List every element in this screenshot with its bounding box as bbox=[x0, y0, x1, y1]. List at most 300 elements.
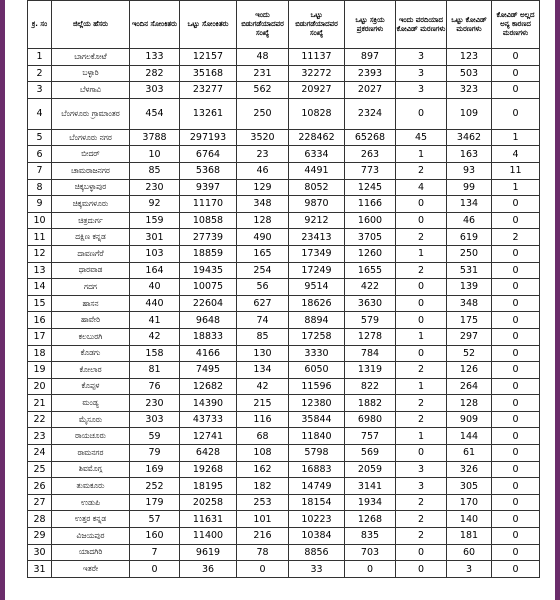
cell-serial: 22 bbox=[28, 411, 52, 428]
cell-non-covid-deaths: 1 bbox=[492, 179, 540, 196]
cell-total-cases: 18833 bbox=[180, 328, 237, 345]
cell-total-deaths: 175 bbox=[447, 312, 492, 329]
cell-non-covid-deaths: 0 bbox=[492, 445, 540, 462]
cell-serial: 21 bbox=[28, 395, 52, 412]
cell-total-deaths: 503 bbox=[447, 65, 492, 82]
cell-total-discharged: 12380 bbox=[289, 395, 345, 412]
cell-active-cases: 1319 bbox=[345, 362, 396, 379]
cell-district: ಶಿವಮೊಗ್ಗ bbox=[52, 461, 130, 478]
cell-total-cases: 5368 bbox=[180, 162, 237, 179]
table-row bbox=[28, 129, 540, 146]
cell-total-discharged: 11596 bbox=[289, 378, 345, 395]
cell-today-deaths: 2 bbox=[396, 528, 447, 545]
table-row bbox=[28, 378, 540, 395]
table-row bbox=[28, 328, 540, 345]
cell-total-cases: 12741 bbox=[180, 428, 237, 445]
cell-today-cases: 282 bbox=[130, 65, 180, 82]
cell-district: ರಾಮನಗರ bbox=[52, 445, 130, 462]
cell-total-discharged: 20927 bbox=[289, 82, 345, 99]
district-covid-table bbox=[27, 0, 540, 578]
table-row bbox=[28, 212, 540, 229]
cell-district: ಚಿತ್ರದುರ್ಗ bbox=[52, 212, 130, 229]
cell-district: ಬಳ್ಳಾರಿ bbox=[52, 65, 130, 82]
cell-today-deaths: 3 bbox=[396, 65, 447, 82]
cell-today-discharged: 129 bbox=[237, 179, 289, 196]
cell-non-covid-deaths: 0 bbox=[492, 328, 540, 345]
cell-today-cases: 159 bbox=[130, 212, 180, 229]
cell-today-cases: 160 bbox=[130, 528, 180, 545]
cell-active-cases: 1245 bbox=[345, 179, 396, 196]
header-district: ಜಿಲ್ಲೆಯ ಹೆಸರು bbox=[52, 1, 130, 49]
table-row bbox=[28, 511, 540, 528]
cell-total-cases: 23277 bbox=[180, 82, 237, 99]
cell-active-cases: 1260 bbox=[345, 245, 396, 262]
cell-total-deaths: 3462 bbox=[447, 129, 492, 146]
table-row bbox=[28, 461, 540, 478]
cell-today-cases: 440 bbox=[130, 295, 180, 312]
cell-today-cases: 230 bbox=[130, 395, 180, 412]
cell-today-cases: 7 bbox=[130, 544, 180, 561]
table-row bbox=[28, 295, 540, 312]
cell-today-discharged: 627 bbox=[237, 295, 289, 312]
cell-district: ಬೆಳಗಾವಿ bbox=[52, 82, 130, 99]
cell-total-cases: 18859 bbox=[180, 245, 237, 262]
cell-non-covid-deaths: 0 bbox=[492, 212, 540, 229]
cell-today-cases: 85 bbox=[130, 162, 180, 179]
cell-total-discharged: 8856 bbox=[289, 544, 345, 561]
table-row bbox=[28, 362, 540, 379]
cell-today-discharged: 101 bbox=[237, 511, 289, 528]
cell-serial: 12 bbox=[28, 245, 52, 262]
cell-serial: 11 bbox=[28, 229, 52, 246]
cell-today-discharged: 216 bbox=[237, 528, 289, 545]
cell-today-discharged: 0 bbox=[237, 561, 289, 578]
cell-today-cases: 179 bbox=[130, 494, 180, 511]
cell-serial: 20 bbox=[28, 378, 52, 395]
cell-total-discharged: 17249 bbox=[289, 262, 345, 279]
cell-total-cases: 12157 bbox=[180, 49, 237, 66]
cell-serial: 1 bbox=[28, 49, 52, 66]
cell-total-deaths: 46 bbox=[447, 212, 492, 229]
cell-total-cases: 6428 bbox=[180, 445, 237, 462]
cell-district: ಧಾರವಾಡ bbox=[52, 262, 130, 279]
table-row bbox=[28, 245, 540, 262]
cell-today-deaths: 1 bbox=[396, 328, 447, 345]
cell-district: ಇತರೇ bbox=[52, 561, 130, 578]
cell-non-covid-deaths: 0 bbox=[492, 345, 540, 362]
cell-district: ಯಾದಗಿರಿ bbox=[52, 544, 130, 561]
cell-active-cases: 1166 bbox=[345, 196, 396, 213]
cell-district: ಬೀದರ್ bbox=[52, 146, 130, 163]
cell-active-cases: 2324 bbox=[345, 98, 396, 129]
table-row bbox=[28, 49, 540, 66]
cell-active-cases: 3705 bbox=[345, 229, 396, 246]
cell-total-cases: 36 bbox=[180, 561, 237, 578]
cell-today-cases: 230 bbox=[130, 179, 180, 196]
cell-today-discharged: 182 bbox=[237, 478, 289, 495]
cell-non-covid-deaths: 0 bbox=[492, 378, 540, 395]
cell-total-discharged: 17258 bbox=[289, 328, 345, 345]
table-row bbox=[28, 428, 540, 445]
cell-serial: 18 bbox=[28, 345, 52, 362]
cell-today-discharged: 250 bbox=[237, 98, 289, 129]
cell-today-deaths: 0 bbox=[396, 312, 447, 329]
cell-serial: 15 bbox=[28, 295, 52, 312]
cell-total-cases: 11170 bbox=[180, 196, 237, 213]
cell-serial: 25 bbox=[28, 461, 52, 478]
table-row bbox=[28, 179, 540, 196]
cell-serial: 23 bbox=[28, 428, 52, 445]
cell-district: ಮಂಡ್ಯ bbox=[52, 395, 130, 412]
header-total-deaths: ಒಟ್ಟು ಕೋವಿಡ್ ಮರಣಗಳು bbox=[447, 1, 492, 49]
cell-active-cases: 2027 bbox=[345, 82, 396, 99]
cell-non-covid-deaths: 0 bbox=[492, 196, 540, 213]
cell-total-discharged: 16883 bbox=[289, 461, 345, 478]
cell-today-deaths: 0 bbox=[396, 445, 447, 462]
cell-district: ಗದಗ bbox=[52, 279, 130, 296]
cell-today-deaths: 0 bbox=[396, 279, 447, 296]
cell-today-deaths: 3 bbox=[396, 82, 447, 99]
cell-total-deaths: 123 bbox=[447, 49, 492, 66]
cell-serial: 9 bbox=[28, 196, 52, 213]
cell-active-cases: 263 bbox=[345, 146, 396, 163]
cell-today-discharged: 46 bbox=[237, 162, 289, 179]
cell-today-discharged: 231 bbox=[237, 65, 289, 82]
cell-today-cases: 79 bbox=[130, 445, 180, 462]
cell-today-discharged: 56 bbox=[237, 279, 289, 296]
cell-total-cases: 6764 bbox=[180, 146, 237, 163]
cell-active-cases: 703 bbox=[345, 544, 396, 561]
cell-today-deaths: 2 bbox=[396, 511, 447, 528]
cell-total-discharged: 18626 bbox=[289, 295, 345, 312]
cell-total-deaths: 326 bbox=[447, 461, 492, 478]
cell-today-discharged: 253 bbox=[237, 494, 289, 511]
cell-district: ಚಿಕ್ಕಮಗಳೂರು bbox=[52, 196, 130, 213]
cell-total-discharged: 14749 bbox=[289, 478, 345, 495]
cell-total-deaths: 93 bbox=[447, 162, 492, 179]
header-total-discharged: ಒಟ್ಟು ಬಿಡುಗಡೆಯಾದವರ ಸಂಖ್ಯೆ bbox=[289, 1, 345, 49]
cell-non-covid-deaths: 0 bbox=[492, 262, 540, 279]
table-row bbox=[28, 162, 540, 179]
cell-total-deaths: 52 bbox=[447, 345, 492, 362]
table-row bbox=[28, 196, 540, 213]
cell-today-deaths: 0 bbox=[396, 212, 447, 229]
cell-today-discharged: 254 bbox=[237, 262, 289, 279]
cell-today-deaths: 2 bbox=[396, 494, 447, 511]
cell-total-deaths: 909 bbox=[447, 411, 492, 428]
cell-today-discharged: 116 bbox=[237, 411, 289, 428]
cell-total-discharged: 23413 bbox=[289, 229, 345, 246]
cell-today-discharged: 3520 bbox=[237, 129, 289, 146]
cell-total-discharged: 32272 bbox=[289, 65, 345, 82]
cell-serial: 3 bbox=[28, 82, 52, 99]
cell-serial: 14 bbox=[28, 279, 52, 296]
cell-non-covid-deaths: 0 bbox=[492, 245, 540, 262]
cell-active-cases: 1278 bbox=[345, 328, 396, 345]
cell-today-deaths: 3 bbox=[396, 49, 447, 66]
cell-non-covid-deaths: 0 bbox=[492, 544, 540, 561]
cell-total-deaths: 140 bbox=[447, 511, 492, 528]
cell-total-cases: 9619 bbox=[180, 544, 237, 561]
cell-today-cases: 303 bbox=[130, 411, 180, 428]
cell-district: ಬೆಂಗಳೂರು ಗ್ರಾಮಾಂತರ bbox=[52, 98, 130, 129]
cell-today-deaths: 0 bbox=[396, 345, 447, 362]
cell-today-cases: 57 bbox=[130, 511, 180, 528]
table-row bbox=[28, 146, 540, 163]
cell-total-deaths: 99 bbox=[447, 179, 492, 196]
cell-active-cases: 569 bbox=[345, 445, 396, 462]
table-row bbox=[28, 561, 540, 578]
cell-district: ಮೈಸೂರು bbox=[52, 411, 130, 428]
cell-active-cases: 2393 bbox=[345, 65, 396, 82]
cell-serial: 13 bbox=[28, 262, 52, 279]
cell-district: ಕೊಪ್ಪಳ bbox=[52, 378, 130, 395]
cell-active-cases: 65268 bbox=[345, 129, 396, 146]
cell-serial: 19 bbox=[28, 362, 52, 379]
table-row bbox=[28, 411, 540, 428]
cell-total-discharged: 228462 bbox=[289, 129, 345, 146]
cell-total-cases: 9648 bbox=[180, 312, 237, 329]
cell-non-covid-deaths: 0 bbox=[492, 279, 540, 296]
cell-total-deaths: 139 bbox=[447, 279, 492, 296]
table-row bbox=[28, 82, 540, 99]
cell-serial: 5 bbox=[28, 129, 52, 146]
cell-total-deaths: 134 bbox=[447, 196, 492, 213]
cell-total-discharged: 11137 bbox=[289, 49, 345, 66]
cell-non-covid-deaths: 0 bbox=[492, 362, 540, 379]
cell-today-cases: 59 bbox=[130, 428, 180, 445]
cell-district: ಉಡುಪಿ bbox=[52, 494, 130, 511]
cell-today-deaths: 2 bbox=[396, 362, 447, 379]
cell-today-deaths: 0 bbox=[396, 98, 447, 129]
cell-non-covid-deaths: 0 bbox=[492, 511, 540, 528]
cell-total-discharged: 11840 bbox=[289, 428, 345, 445]
cell-today-deaths: 4 bbox=[396, 179, 447, 196]
cell-total-discharged: 9870 bbox=[289, 196, 345, 213]
cell-non-covid-deaths: 0 bbox=[492, 494, 540, 511]
table-row bbox=[28, 65, 540, 82]
cell-total-discharged: 17349 bbox=[289, 245, 345, 262]
cell-active-cases: 2059 bbox=[345, 461, 396, 478]
cell-today-deaths: 2 bbox=[396, 411, 447, 428]
header-non-covid-deaths: ಕೋವಿಡ್ ಅಲ್ಲದ ಅನ್ಯ ಕಾರಣದ ಮರಣಗಳು bbox=[492, 1, 540, 49]
cell-district: ಚಿಕ್ಕಬಳ್ಳಾಪುರ bbox=[52, 179, 130, 196]
header-serial: ಕ್ರ. ಸಂ bbox=[28, 1, 52, 49]
cell-serial: 16 bbox=[28, 312, 52, 329]
cell-district: ಕಲಬುರಗಿ bbox=[52, 328, 130, 345]
cell-active-cases: 1934 bbox=[345, 494, 396, 511]
cell-active-cases: 422 bbox=[345, 279, 396, 296]
cell-non-covid-deaths: 0 bbox=[492, 561, 540, 578]
cell-today-deaths: 0 bbox=[396, 295, 447, 312]
cell-district: ಕೋಲಾರ bbox=[52, 362, 130, 379]
cell-non-covid-deaths: 1 bbox=[492, 129, 540, 146]
cell-today-discharged: 78 bbox=[237, 544, 289, 561]
cell-serial: 31 bbox=[28, 561, 52, 578]
header-total-cases: ಒಟ್ಟು ಸೋಂಕಿತರು bbox=[180, 1, 237, 49]
cell-today-cases: 42 bbox=[130, 328, 180, 345]
cell-today-cases: 3788 bbox=[130, 129, 180, 146]
table-row bbox=[28, 229, 540, 246]
cell-non-covid-deaths: 2 bbox=[492, 229, 540, 246]
cell-today-cases: 301 bbox=[130, 229, 180, 246]
cell-today-cases: 169 bbox=[130, 461, 180, 478]
cell-serial: 24 bbox=[28, 445, 52, 462]
cell-today-cases: 92 bbox=[130, 196, 180, 213]
cell-total-cases: 14390 bbox=[180, 395, 237, 412]
cell-active-cases: 6980 bbox=[345, 411, 396, 428]
cell-today-deaths: 3 bbox=[396, 461, 447, 478]
cell-today-discharged: 490 bbox=[237, 229, 289, 246]
cell-active-cases: 1600 bbox=[345, 212, 396, 229]
cell-total-cases: 18195 bbox=[180, 478, 237, 495]
cell-non-covid-deaths: 0 bbox=[492, 312, 540, 329]
cell-non-covid-deaths: 0 bbox=[492, 478, 540, 495]
cell-today-discharged: 23 bbox=[237, 146, 289, 163]
cell-active-cases: 784 bbox=[345, 345, 396, 362]
cell-total-discharged: 18154 bbox=[289, 494, 345, 511]
header-row bbox=[28, 1, 540, 49]
cell-total-cases: 22604 bbox=[180, 295, 237, 312]
cell-total-discharged: 4491 bbox=[289, 162, 345, 179]
cell-total-deaths: 109 bbox=[447, 98, 492, 129]
cell-today-deaths: 45 bbox=[396, 129, 447, 146]
table-row bbox=[28, 98, 540, 129]
cell-serial: 10 bbox=[28, 212, 52, 229]
cell-today-cases: 133 bbox=[130, 49, 180, 66]
table-row bbox=[28, 279, 540, 296]
cell-serial: 6 bbox=[28, 146, 52, 163]
table-row bbox=[28, 395, 540, 412]
table-row bbox=[28, 345, 540, 362]
cell-district: ಚಾಮರಾಜನಗರ bbox=[52, 162, 130, 179]
cell-total-cases: 11631 bbox=[180, 511, 237, 528]
cell-total-deaths: 348 bbox=[447, 295, 492, 312]
cell-total-cases: 11400 bbox=[180, 528, 237, 545]
cell-today-discharged: 85 bbox=[237, 328, 289, 345]
cell-non-covid-deaths: 4 bbox=[492, 146, 540, 163]
cell-serial: 26 bbox=[28, 478, 52, 495]
cell-total-discharged: 9514 bbox=[289, 279, 345, 296]
cell-district: ಬೆಂಗಳೂರು ನಗರ bbox=[52, 129, 130, 146]
header-active-cases: ಒಟ್ಟು ಸಕ್ರಿಯ ಪ್ರಕರಣಗಳು bbox=[345, 1, 396, 49]
cell-district: ದಾವಣಗೆರೆ bbox=[52, 245, 130, 262]
cell-total-discharged: 35844 bbox=[289, 411, 345, 428]
cell-serial: 30 bbox=[28, 544, 52, 561]
cell-total-deaths: 170 bbox=[447, 494, 492, 511]
cell-today-deaths: 0 bbox=[396, 196, 447, 213]
cell-total-deaths: 163 bbox=[447, 146, 492, 163]
table-row bbox=[28, 445, 540, 462]
cell-today-discharged: 74 bbox=[237, 312, 289, 329]
cell-today-deaths: 2 bbox=[396, 162, 447, 179]
table-row bbox=[28, 262, 540, 279]
cell-non-covid-deaths: 0 bbox=[492, 82, 540, 99]
cell-total-cases: 7495 bbox=[180, 362, 237, 379]
cell-today-discharged: 128 bbox=[237, 212, 289, 229]
cell-total-deaths: 323 bbox=[447, 82, 492, 99]
cell-active-cases: 1882 bbox=[345, 395, 396, 412]
cell-active-cases: 3630 bbox=[345, 295, 396, 312]
cell-active-cases: 579 bbox=[345, 312, 396, 329]
cell-non-covid-deaths: 0 bbox=[492, 411, 540, 428]
cell-non-covid-deaths: 0 bbox=[492, 428, 540, 445]
cell-today-discharged: 162 bbox=[237, 461, 289, 478]
cell-non-covid-deaths: 0 bbox=[492, 461, 540, 478]
cell-district: ಉತ್ತರ ಕನ್ನಡ bbox=[52, 511, 130, 528]
cell-total-deaths: 3 bbox=[447, 561, 492, 578]
cell-today-cases: 252 bbox=[130, 478, 180, 495]
cell-total-deaths: 297 bbox=[447, 328, 492, 345]
cell-active-cases: 3141 bbox=[345, 478, 396, 495]
header-today-discharged: ಇಂದು ಬಿಡುಗಡೆಯಾದವರ ಸಂಖ್ಯೆ bbox=[237, 1, 289, 49]
cell-active-cases: 0 bbox=[345, 561, 396, 578]
cell-today-discharged: 42 bbox=[237, 378, 289, 395]
cell-today-deaths: 3 bbox=[396, 478, 447, 495]
cell-total-deaths: 128 bbox=[447, 395, 492, 412]
cell-serial: 28 bbox=[28, 511, 52, 528]
cell-district: ದಕ್ಷಿಣ ಕನ್ನಡ bbox=[52, 229, 130, 246]
cell-today-cases: 103 bbox=[130, 245, 180, 262]
cell-district: ಕೊಡಗು bbox=[52, 345, 130, 362]
cell-non-covid-deaths: 0 bbox=[492, 49, 540, 66]
cell-today-discharged: 215 bbox=[237, 395, 289, 412]
cell-today-deaths: 1 bbox=[396, 378, 447, 395]
cell-total-deaths: 619 bbox=[447, 229, 492, 246]
cell-today-discharged: 48 bbox=[237, 49, 289, 66]
cell-today-deaths: 0 bbox=[396, 544, 447, 561]
cell-total-deaths: 126 bbox=[447, 362, 492, 379]
cell-total-discharged: 10828 bbox=[289, 98, 345, 129]
cell-today-discharged: 134 bbox=[237, 362, 289, 379]
cell-total-discharged: 10223 bbox=[289, 511, 345, 528]
cell-district: ಹಾಸನ bbox=[52, 295, 130, 312]
cell-today-cases: 0 bbox=[130, 561, 180, 578]
cell-total-deaths: 61 bbox=[447, 445, 492, 462]
cell-serial: 4 bbox=[28, 98, 52, 129]
cell-active-cases: 757 bbox=[345, 428, 396, 445]
cell-total-deaths: 60 bbox=[447, 544, 492, 561]
cell-today-cases: 76 bbox=[130, 378, 180, 395]
cell-today-cases: 303 bbox=[130, 82, 180, 99]
cell-total-discharged: 10384 bbox=[289, 528, 345, 545]
cell-today-cases: 10 bbox=[130, 146, 180, 163]
cell-total-cases: 10075 bbox=[180, 279, 237, 296]
cell-today-discharged: 562 bbox=[237, 82, 289, 99]
cell-active-cases: 835 bbox=[345, 528, 396, 545]
cell-today-cases: 454 bbox=[130, 98, 180, 129]
cell-active-cases: 1655 bbox=[345, 262, 396, 279]
cell-total-deaths: 250 bbox=[447, 245, 492, 262]
cell-serial: 8 bbox=[28, 179, 52, 196]
table-row bbox=[28, 494, 540, 511]
cell-total-deaths: 264 bbox=[447, 378, 492, 395]
cell-today-discharged: 348 bbox=[237, 196, 289, 213]
cell-total-cases: 10858 bbox=[180, 212, 237, 229]
cell-today-cases: 81 bbox=[130, 362, 180, 379]
cell-today-deaths: 2 bbox=[396, 229, 447, 246]
cell-today-discharged: 165 bbox=[237, 245, 289, 262]
cell-today-deaths: 2 bbox=[396, 395, 447, 412]
cell-today-deaths: 1 bbox=[396, 146, 447, 163]
cell-total-deaths: 181 bbox=[447, 528, 492, 545]
cell-total-cases: 13261 bbox=[180, 98, 237, 129]
cell-serial: 27 bbox=[28, 494, 52, 511]
cell-serial: 2 bbox=[28, 65, 52, 82]
cell-non-covid-deaths: 0 bbox=[492, 528, 540, 545]
cell-district: ಬಾಗಲಕೋಟೆ bbox=[52, 49, 130, 66]
cell-total-cases: 27739 bbox=[180, 229, 237, 246]
